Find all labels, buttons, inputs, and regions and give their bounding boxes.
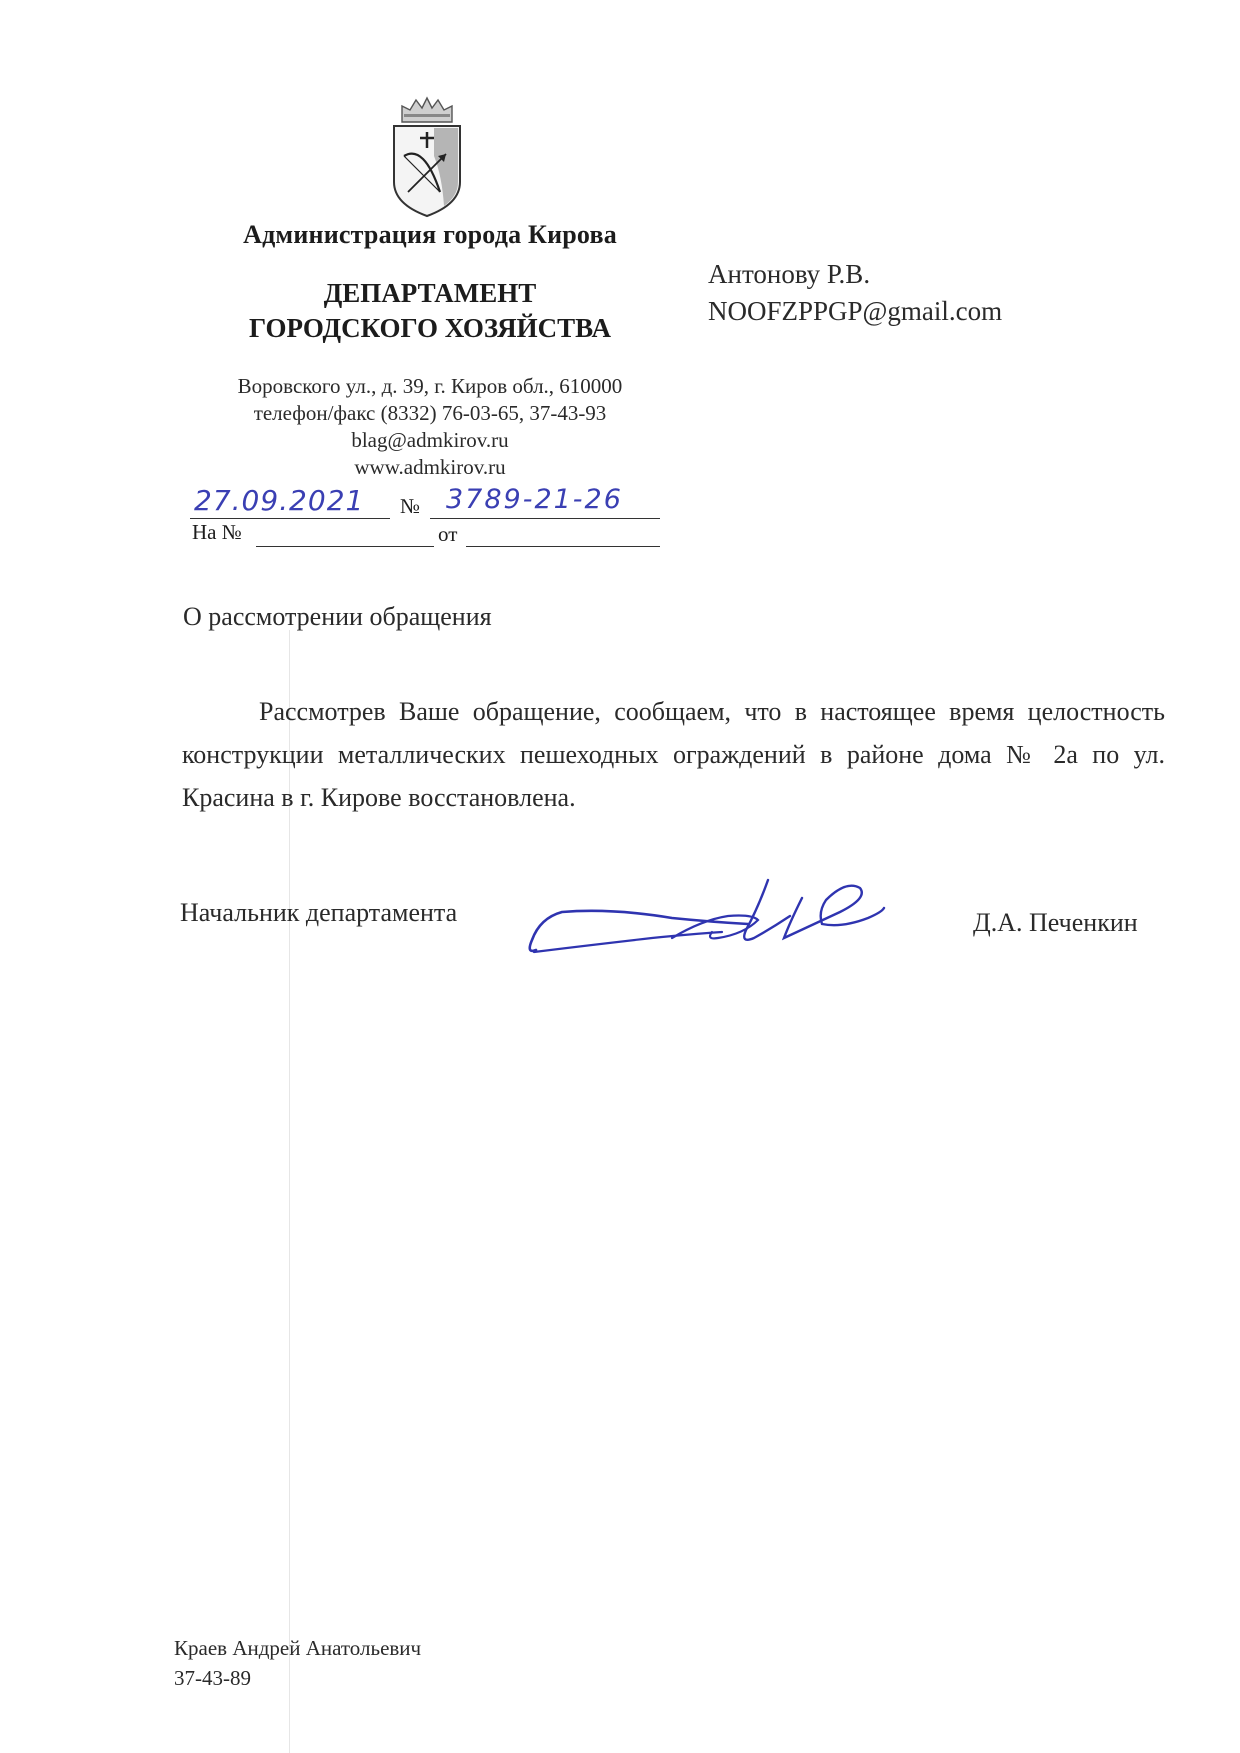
signatory-name: Д.А. Печенкин [973,908,1138,937]
reply-to-underline [256,546,434,547]
executor-name: Краев Андрей Анатольевич [174,1636,422,1660]
date-underline [190,518,390,519]
signatory-title: Начальник департамента [180,898,458,927]
executor-block [174,1633,421,1693]
executor-phone: 37-43-89 [174,1666,251,1690]
department-name [160,276,700,346]
email: blag@admkirov.ru [351,428,509,452]
department-line-2: ГОРОДСКОГО ХОЗЯЙСТВА [249,313,611,343]
reply-to-label: На № [192,520,242,544]
recipient-email: NOOFZPPGP@gmail.com [708,296,1003,326]
recipient-block [708,256,1128,330]
from-label: от [438,522,458,546]
address: Воровского ул., д. 39, г. Киров обл., 610000 [237,374,623,398]
city-coat-of-arms-icon [388,96,466,220]
website: www.admkirov.ru [354,455,506,479]
letter-body: Рассмотрев Ваше обращение, сообщаем, что в настоящее время целостность конструкции металлических пешеходных ограждений в районе дома № 2а по ул. Красина в г. Кирове восстановлена. [182,697,1165,812]
organization-name: Администрация города Кирова [243,220,617,249]
handwritten-signature [522,868,892,964]
number-label: № [400,494,421,518]
contact-details [160,373,700,481]
handwritten-date: 27.09.2021 [194,484,365,517]
handwritten-number: 3789-21-26 [446,484,623,515]
registration-line [190,486,660,548]
department-line-1: ДЕПАРТАМЕНТ [323,278,537,308]
recipient-name: Антонову Р.В. [708,259,871,289]
phone-fax: телефон/факс (8332) 76-03-65, 37-43-93 [253,401,607,425]
from-underline [466,546,660,547]
letter-subject: О рассмотрении обращения [183,602,492,631]
number-underline [430,518,660,519]
